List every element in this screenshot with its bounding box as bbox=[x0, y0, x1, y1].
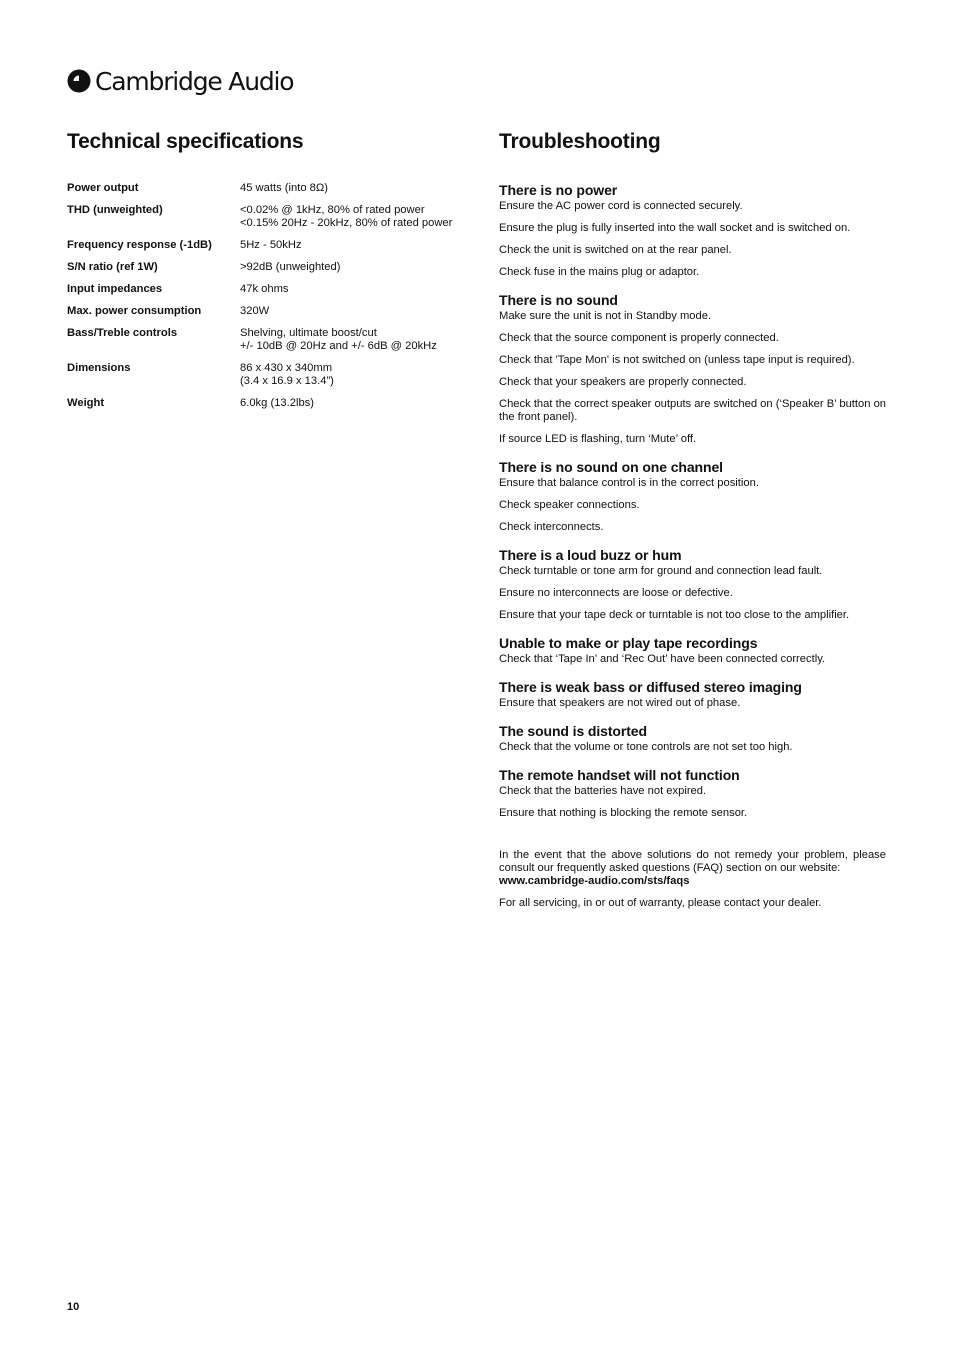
troubleshooting-step: Check that the batteries have not expired. bbox=[499, 785, 707, 797]
spec-row bbox=[67, 362, 477, 388]
troubleshooting-section bbox=[499, 459, 886, 534]
spec-row bbox=[67, 283, 477, 296]
servicing-note: For all servicing, in or out of warranty, please contact your dealer. bbox=[499, 897, 822, 909]
troubleshooting-step: Check turntable or tone arm for ground and connection lead fault. bbox=[499, 565, 823, 577]
troubleshooting-section bbox=[499, 767, 886, 820]
troubleshooting-list bbox=[499, 182, 886, 820]
troubleshooting-step: Check fuse in the mains plug or adaptor. bbox=[499, 266, 700, 278]
troubleshooting-section bbox=[499, 182, 886, 279]
spec-table bbox=[67, 182, 477, 410]
troubleshooting-step: Ensure that speakers are not wired out of phase. bbox=[499, 697, 741, 709]
spec-value bbox=[240, 305, 477, 318]
spec-label: Max. power consumption bbox=[67, 305, 202, 317]
support-note-text: In the event that the above solutions do not remedy your problem, please consult our frequently asked questions (FAQ) section on our website: bbox=[499, 849, 886, 874]
troubleshooting-step: Check that the volume or tone controls are not set too high. bbox=[499, 741, 793, 753]
troubleshooting-title: There is no power bbox=[499, 182, 618, 198]
spec-value-line: <0.15% 20Hz - 20kHz, 80% of rated power bbox=[240, 217, 453, 229]
spec-row bbox=[67, 182, 477, 195]
specs-column bbox=[67, 130, 477, 419]
troubleshooting-section bbox=[499, 723, 886, 754]
spec-row bbox=[67, 305, 477, 318]
troubleshooting-title: The remote handset will not function bbox=[499, 767, 740, 783]
faq-link[interactable]: www.cambridge-audio.com/sts/faqs bbox=[499, 875, 690, 887]
spec-row bbox=[67, 204, 477, 230]
troubleshooting-step: Ensure the AC power cord is connected securely. bbox=[499, 200, 743, 212]
troubleshooting-step: Check that 'Tape Mon' is not switched on (unless tape input is required). bbox=[499, 354, 855, 366]
troubleshooting-section bbox=[499, 547, 886, 622]
spec-value-line: +/- 10dB @ 20Hz and +/- 6dB @ 20kHz bbox=[240, 340, 437, 352]
troubleshooting-step: Check that the correct speaker outputs are switched on (‘Speaker B’ button on the front panel). bbox=[499, 398, 887, 423]
spec-value-line: 45 watts (into 8Ω) bbox=[240, 182, 328, 194]
troubleshooting-title: The sound is distorted bbox=[499, 723, 647, 739]
spec-value bbox=[240, 397, 477, 410]
page-number: 10 bbox=[67, 1301, 80, 1313]
spec-row bbox=[67, 239, 477, 252]
troubleshooting-step: Ensure that your tape deck or turntable is not too close to the amplifier. bbox=[499, 609, 850, 621]
spec-row bbox=[67, 397, 477, 410]
troubleshooting-step: If source LED is flashing, turn ‘Mute’ off. bbox=[499, 433, 697, 445]
spec-value bbox=[240, 261, 477, 274]
troubleshooting-column bbox=[499, 130, 886, 910]
cambridge-audio-logo-icon bbox=[67, 69, 91, 93]
spec-label: Dimensions bbox=[67, 362, 131, 374]
troubleshooting-step: Make sure the unit is not in Standby mode. bbox=[499, 310, 712, 322]
troubleshooting-title: There is a loud buzz or hum bbox=[499, 547, 682, 563]
troubleshooting-section bbox=[499, 635, 886, 666]
brand-logo bbox=[67, 64, 293, 98]
spec-value bbox=[240, 182, 477, 195]
troubleshooting-step: Check interconnects. bbox=[499, 521, 604, 533]
spec-value bbox=[240, 283, 477, 296]
spec-value-line: <0.02% @ 1kHz, 80% of rated power bbox=[240, 204, 425, 216]
spec-label: Input impedances bbox=[67, 283, 163, 295]
troubleshooting-section bbox=[499, 679, 886, 710]
spec-row bbox=[67, 261, 477, 274]
troubleshooting-step: Check that ‘Tape In’ and ‘Rec Out’ have been connected correctly. bbox=[499, 653, 826, 665]
troubleshooting-step: Check that your speakers are properly connected. bbox=[499, 376, 747, 388]
spec-label: Power output bbox=[67, 182, 139, 194]
spec-value-line: 6.0kg (13.2lbs) bbox=[240, 397, 315, 409]
brand-name: Cambridge Audio bbox=[95, 66, 294, 96]
spec-value bbox=[240, 204, 477, 230]
troubleshooting-title: There is weak bass or diffused stereo imaging bbox=[499, 679, 802, 695]
spec-value-line: 320W bbox=[240, 305, 270, 317]
spec-value bbox=[240, 327, 477, 353]
troubleshooting-step: Ensure the plug is fully inserted into the wall socket and is switched on. bbox=[499, 222, 851, 234]
troubleshooting-step: Ensure that balance control is in the correct position. bbox=[499, 477, 759, 489]
spec-label: Frequency response (-1dB) bbox=[67, 239, 212, 251]
spec-value-line: Shelving, ultimate boost/cut bbox=[240, 327, 377, 339]
spec-label: THD (unweighted) bbox=[67, 204, 163, 216]
spec-label: S/N ratio (ref 1W) bbox=[67, 261, 158, 273]
specs-heading: Technical specifications bbox=[67, 130, 304, 153]
troubleshooting-section bbox=[499, 292, 886, 446]
troubleshooting-title: Unable to make or play tape recordings bbox=[499, 635, 758, 651]
spec-value-line: 86 x 430 x 340mm bbox=[240, 362, 333, 374]
support-note bbox=[499, 849, 886, 888]
troubleshooting-title: There is no sound bbox=[499, 292, 618, 308]
troubleshooting-step: Check speaker connections. bbox=[499, 499, 640, 511]
troubleshooting-title: There is no sound on one channel bbox=[499, 459, 723, 475]
spec-value-line: 47k ohms bbox=[240, 283, 289, 295]
spec-row bbox=[67, 327, 477, 353]
spec-value-line: 5Hz - 50kHz bbox=[240, 239, 302, 251]
troubleshooting-step: Ensure that nothing is blocking the remote sensor. bbox=[499, 807, 748, 819]
troubleshooting-step: Ensure no interconnects are loose or defective. bbox=[499, 587, 733, 599]
spec-value-line: (3.4 x 16.9 x 13.4”) bbox=[240, 375, 334, 387]
spec-label: Bass/Treble controls bbox=[67, 327, 178, 339]
spec-value bbox=[240, 362, 477, 388]
troubleshooting-step: Check the unit is switched on at the rear panel. bbox=[499, 244, 732, 256]
spec-label: Weight bbox=[67, 397, 105, 409]
troubleshooting-step: Check that the source component is properly connected. bbox=[499, 332, 779, 344]
spec-value bbox=[240, 239, 477, 252]
troubleshooting-heading: Troubleshooting bbox=[499, 130, 661, 153]
spec-value-line: >92dB (unweighted) bbox=[240, 261, 341, 273]
